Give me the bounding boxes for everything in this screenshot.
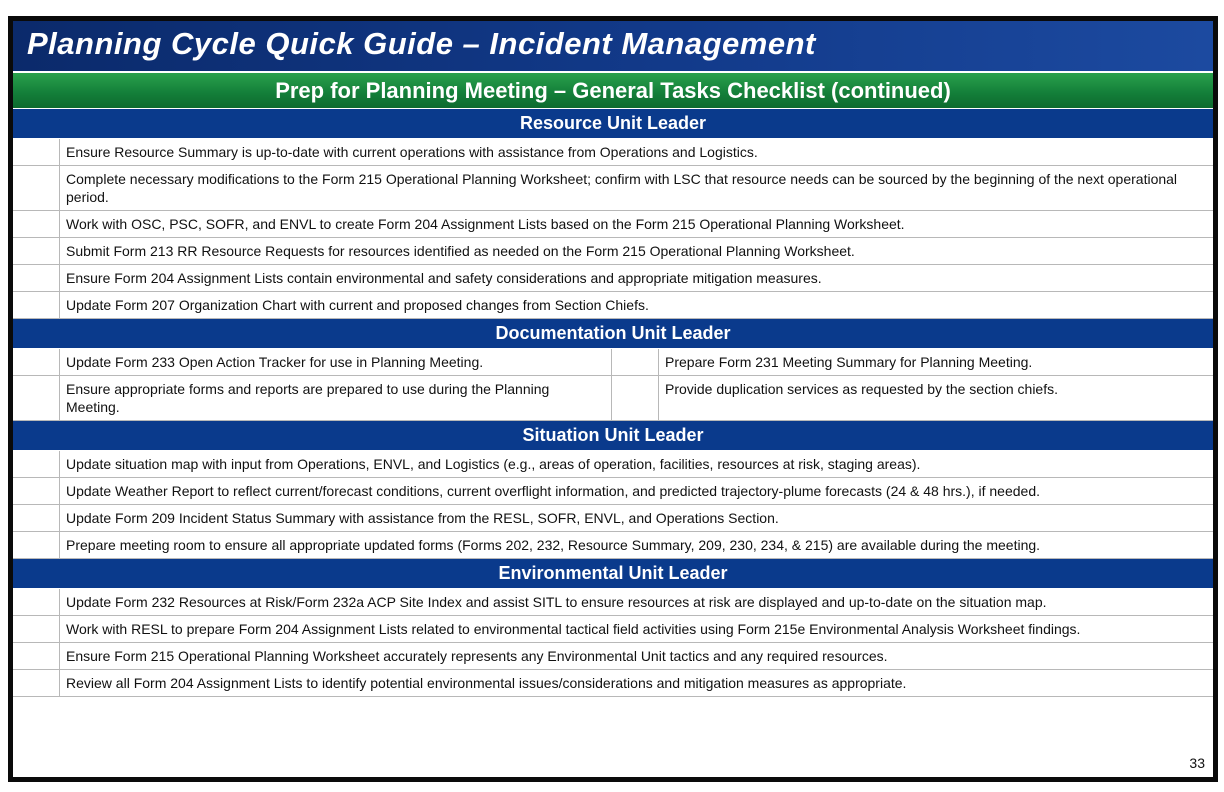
checklist-row [13,643,1213,670]
page-subtitle: Prep for Planning Meeting – General Tasks Checklist (continued) [275,78,951,103]
checklist-row [13,670,1213,697]
page-title: Planning Cycle Quick Guide – Incident Management [27,26,816,61]
checklist-row [13,616,1213,643]
checkbox-cell[interactable] [13,643,60,669]
checklist-cell [611,376,1213,420]
page-number: 33 [1189,755,1205,771]
checkbox-cell[interactable] [13,532,60,558]
checkbox-cell[interactable] [13,670,60,696]
checklist-item: Review all Form 204 Assignment Lists to identify potential environmental issues/considerations and mitigation measures as appropriate. [66,675,907,691]
checklist-item: Update Form 233 Open Action Tracker for use in Planning Meeting. [66,354,484,370]
checkbox-cell[interactable] [13,376,60,420]
checkbox-cell[interactable] [13,589,60,615]
checklist-row [13,211,1213,238]
checkbox-cell[interactable] [13,451,60,477]
checkbox-cell[interactable] [612,349,659,375]
checklist-row [13,451,1213,478]
section-header-situation-unit-leader: Situation Unit Leader [13,421,1213,451]
checklist-item: Update situation map with input from Operations, ENVL, and Logistics (e.g., areas of operation, facilities, resources at risk, staging areas). [66,456,921,472]
checklist-item: Ensure Resource Summary is up-to-date with current operations with assistance from Operations and Logistics. [66,144,758,160]
checkbox-cell[interactable] [612,376,659,420]
checklist-item: Submit Form 213 RR Resource Requests for resources identified as needed on the Form 215 Operational Planning Worksheet. [66,243,855,259]
checklist-item: Update Weather Report to reflect current/forecast conditions, current overflight information, and predicted trajectory-plume forecasts (24 & 48 hrs.), if needed. [66,483,1040,499]
title-bar [13,21,1213,73]
checklist-item: Update Form 209 Incident Status Summary with assistance from the RESL, SOFR, ENVL, and Operations Section. [66,510,779,526]
checklist-row [13,589,1213,616]
checklist-item: Update Form 232 Resources at Risk/Form 232a ACP Site Index and assist SITL to ensure resources at risk are displayed and up-to-date on the situation map. [66,594,1047,610]
checklist-cell [13,349,611,375]
checklist-item: Complete necessary modifications to the Form 215 Operational Planning Worksheet; confirm with LSC that resource needs can be sourced by the beginning of the next operational period. [66,171,1178,205]
checkbox-cell[interactable] [13,139,60,165]
checkbox-cell[interactable] [13,349,60,375]
checklist-item: Work with RESL to prepare Form 204 Assignment Lists related to environmental tactical field activities using Form 215e Environmental Analysis Worksheet findings. [66,621,1081,637]
checklist-row [13,532,1213,559]
checklist-row [13,505,1213,532]
checkbox-cell[interactable] [13,505,60,531]
checklist-item: Update Form 207 Organization Chart with current and proposed changes from Section Chiefs. [66,297,649,313]
checklist-row [13,166,1213,211]
checklist-row [13,478,1213,505]
checklist-cell [13,376,611,420]
checklist-item: Prepare meeting room to ensure all appropriate updated forms (Forms 202, 232, Resource Summary, 209, 230, 234, & 215) are available during the meeting. [66,537,1041,553]
checklist-row [13,349,1213,376]
checklist-row [13,265,1213,292]
checkbox-cell[interactable] [13,166,60,210]
subtitle-bar [13,73,1213,109]
page-frame [8,16,1218,782]
checklist-row [13,238,1213,265]
checklist-item: Ensure Form 215 Operational Planning Worksheet accurately represents any Environmental Unit tactics and any required resources. [66,648,888,664]
checklist-row [13,139,1213,166]
checklist-item: Provide duplication services as requested by the section chiefs. [665,381,1058,397]
checklist-row [13,376,1213,421]
checkbox-cell[interactable] [13,616,60,642]
checkbox-cell[interactable] [13,265,60,291]
checklist-item: Prepare Form 231 Meeting Summary for Planning Meeting. [665,354,1033,370]
checkbox-cell[interactable] [13,238,60,264]
checklist-item: Work with OSC, PSC, SOFR, and ENVL to create Form 204 Assignment Lists based on the Form 215 Operational Planning Worksheet. [66,216,905,232]
section-header-resource-unit-leader: Resource Unit Leader [13,109,1213,139]
checklist [13,109,1213,697]
section-header-environmental-unit-leader: Environmental Unit Leader [13,559,1213,589]
checklist-item: Ensure Form 204 Assignment Lists contain environmental and safety considerations and appropriate mitigation measures. [66,270,822,286]
checklist-item: Ensure appropriate forms and reports are prepared to use during the Planning Meeting. [66,381,550,415]
checklist-cell [611,349,1213,375]
checkbox-cell[interactable] [13,292,60,318]
checkbox-cell[interactable] [13,211,60,237]
checklist-row [13,292,1213,319]
checkbox-cell[interactable] [13,478,60,504]
section-header-documentation-unit-leader: Documentation Unit Leader [13,319,1213,349]
